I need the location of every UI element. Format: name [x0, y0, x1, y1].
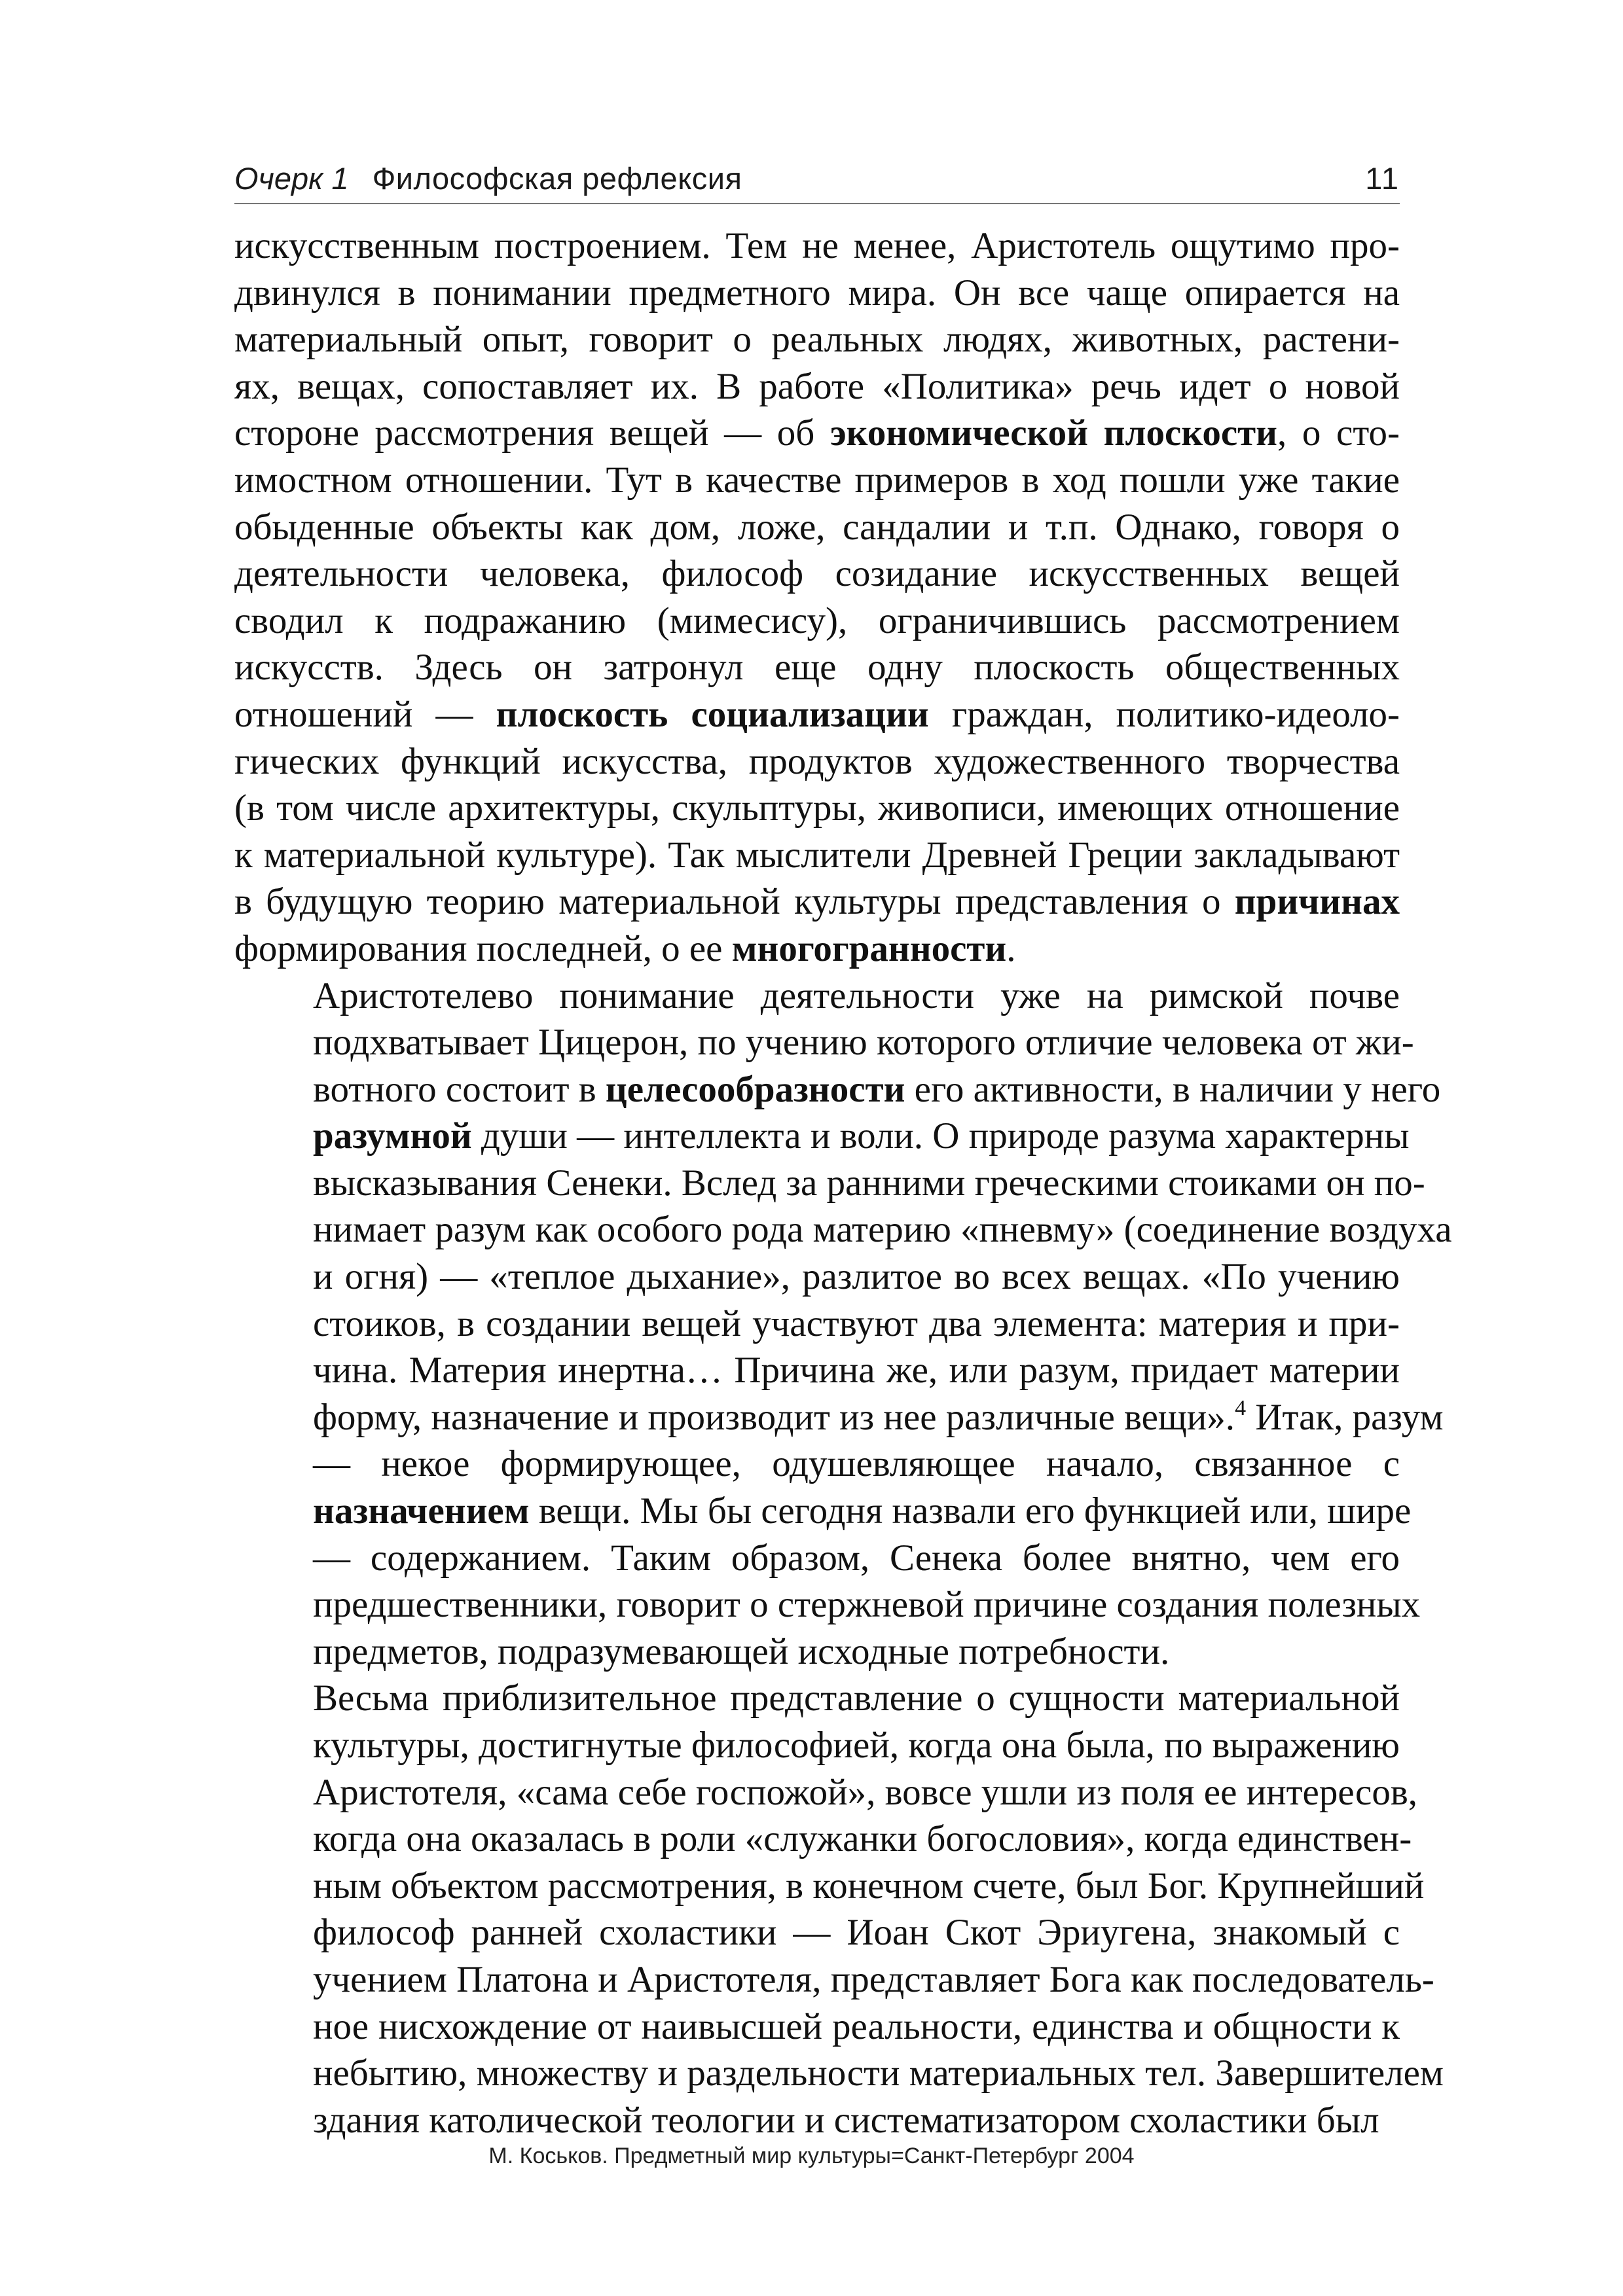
text-run: Весьма приблизительное представление о сущности материальной [313, 1677, 1400, 1719]
text-line [234, 785, 1400, 832]
text-line [234, 1488, 1412, 1535]
body-text [234, 223, 1452, 2144]
text-line [234, 550, 1400, 598]
text-run: небытию, множеству и раздельности материальных тел. Завершителем [313, 2053, 1444, 2094]
text-line [234, 1019, 1414, 1066]
text-line [234, 1909, 1400, 1956]
text-run: материальный опыт, говорит о реальных людях, животных, растени- [234, 319, 1400, 361]
text-line [234, 410, 1400, 457]
text-run: ное нисхождение от наивысшей реальности, единства и общности к [313, 2005, 1400, 2047]
text-line [234, 691, 1400, 738]
text-run: вотного состоит в [313, 1068, 606, 1110]
text-run: искусств. Здесь он затронул еще одну плоскость общественных [234, 647, 1400, 689]
text-run: учением Платона и Аристотеля, представляет Бога как последователь- [313, 1958, 1434, 2000]
text-run: формирования последней, о ее [234, 927, 732, 969]
text-line [234, 598, 1400, 645]
text-line [234, 1863, 1425, 1910]
text-run: искусственным построением. Тем не менее, Аристотель ощутимо про- [234, 225, 1400, 266]
paragraph [234, 973, 1452, 1676]
text-line [234, 1066, 1441, 1113]
text-run: ным объектом рассмотрения, в конечном счете, был Бог. Крупнейший [313, 1865, 1425, 1907]
text-run: стороне рассмотрения вещей — об [234, 412, 830, 454]
text-line [234, 1581, 1421, 1628]
text-run: граждан, политико-идеоло- [928, 693, 1400, 735]
text-run: стоиков, в создании вещей участвуют два элемента: материя и при- [313, 1302, 1400, 1344]
text-run: Итак, разум [1246, 1396, 1444, 1438]
text-line [234, 1769, 1418, 1816]
text-line [234, 973, 1400, 1020]
text-line [234, 2097, 1400, 2144]
page-number: 11 [1365, 160, 1400, 196]
text-run: души — интеллекта и воли. О природе разума характерны [471, 1115, 1410, 1157]
text-line [234, 644, 1400, 691]
text-line [234, 1253, 1400, 1300]
text-run: высказывания Сенеки. Вслед за ранними греческими стоиками он по- [313, 1162, 1425, 1204]
bold-term: целесообразности [605, 1068, 905, 1110]
text-line [234, 457, 1400, 504]
text-line [234, 878, 1400, 925]
text-run: предметов, подразумевающей исходные потребности. [313, 1630, 1170, 1672]
text-run: в будущую теорию материальной культуры представления о [234, 881, 1235, 923]
text-line [234, 1206, 1452, 1253]
text-run: и огня) — «теплое дыхание», разлитое во всех вещах. «По учению [313, 1256, 1400, 1298]
text-line [234, 738, 1400, 785]
text-run: подхватывает Цицерон, по учению которого отличие человека от жи- [313, 1022, 1414, 1064]
text-run: имостном отношении. Тут в качестве примеров в ход пошли уже такие [234, 459, 1400, 501]
text-run: обыденные объекты как дом, ложе, сандалии и т.п. Однако, говоря о [234, 506, 1400, 548]
page-footer: М. Коськов. Предметный мир культуры=Санкт-Петербург 2004 [488, 2144, 1135, 2168]
bold-term: многогранности [731, 927, 1007, 969]
text-line [234, 270, 1400, 317]
text-line [234, 1300, 1400, 1348]
text-line [234, 925, 1400, 973]
bold-term: экономической плоскости [830, 412, 1277, 454]
chapter-title: Философская рефлексия [372, 160, 742, 196]
text-run: отношений — [234, 693, 496, 735]
text-run: , о сто- [1277, 412, 1400, 454]
text-run: предшественники, говорит о стержневой причине создания полезных [313, 1584, 1421, 1626]
text-run: Аристотеля, «сама себе госпожой», вовсе ушли из поля ее интересов, [313, 1771, 1418, 1813]
text-run: (в том числе архитектуры, скульптуры, живописи, имеющих отношение [234, 787, 1400, 829]
text-run: ях, вещах, сопоставляет их. В работе «Политика» речь идет о новой [234, 365, 1400, 407]
text-run: . [1006, 927, 1016, 969]
text-line [234, 1628, 1400, 1676]
bold-term: плоскость социализации [496, 693, 929, 735]
text-run: чина. Материя инертна… Причина же, или разум, придает материи [313, 1350, 1400, 1391]
running-head [234, 157, 1400, 204]
text-run: деятельности человека, философ созидание искусственных вещей [234, 553, 1400, 595]
text-run: нимает разум как особого рода материю «пневму» (соединение воздуха [313, 1209, 1452, 1251]
text-line [234, 1347, 1400, 1394]
text-run: — содержанием. Таким образом, Сенека более внятно, чем его [313, 1537, 1400, 1579]
text-line [234, 316, 1400, 363]
text-run: его активности, в наличии у него [905, 1068, 1441, 1110]
text-line [234, 504, 1400, 551]
text-line [234, 223, 1400, 270]
text-line [234, 1675, 1400, 1722]
text-line [234, 1722, 1400, 1769]
footnote-marker: 4 [1235, 1395, 1247, 1420]
chapter-label: Очерк 1 [234, 160, 349, 196]
bold-term: назначением [313, 1490, 530, 1532]
bold-term: разумной [313, 1115, 472, 1157]
text-line [234, 363, 1400, 410]
text-run: здания католической теологии и систематизатором схоластики был [313, 2099, 1379, 2141]
text-run: к материальной культуре). Так мыслители Древней Греции закладывают [234, 834, 1400, 876]
text-run: гических функций искусства, продуктов художественного творчества [234, 740, 1400, 782]
text-line [234, 2050, 1444, 2097]
text-line [234, 1816, 1412, 1863]
text-line [234, 832, 1400, 879]
text-run: двинулся в понимании предметного мира. Он все чаще опирается на [234, 272, 1400, 314]
text-run: вещи. Мы бы сегодня назвали его функцией или, шире [529, 1490, 1412, 1532]
text-line [234, 1535, 1400, 1582]
text-run: Аристотелево понимание деятельности уже на римской почве [313, 975, 1400, 1016]
text-line [234, 1956, 1434, 2003]
text-run: — некое формирующее, одушевляющее начало, связанное с [313, 1443, 1400, 1485]
text-run: когда она оказалась в роли «служанки богословия», когда единствен- [313, 1818, 1412, 1860]
text-run: философ ранней схоластики — Иоан Скот Эриугена, знакомый с [313, 1912, 1400, 1954]
paragraph [234, 223, 1400, 973]
text-run: сводил к подражанию (мимесису), ограничившись рассмотрением [234, 600, 1400, 641]
text-line [234, 1160, 1425, 1207]
running-head-left [234, 160, 742, 196]
paragraph [234, 1675, 1444, 2144]
text-line [234, 2003, 1400, 2051]
text-run: культуры, достигнутые философией, когда она была, по выражению [313, 1725, 1400, 1766]
text-line [234, 1441, 1400, 1488]
text-line [234, 1394, 1444, 1441]
text-run: форму, назначение и производит из нее различные вещи». [313, 1396, 1235, 1438]
bold-term: причинах [1234, 881, 1400, 923]
text-line [234, 1113, 1410, 1160]
